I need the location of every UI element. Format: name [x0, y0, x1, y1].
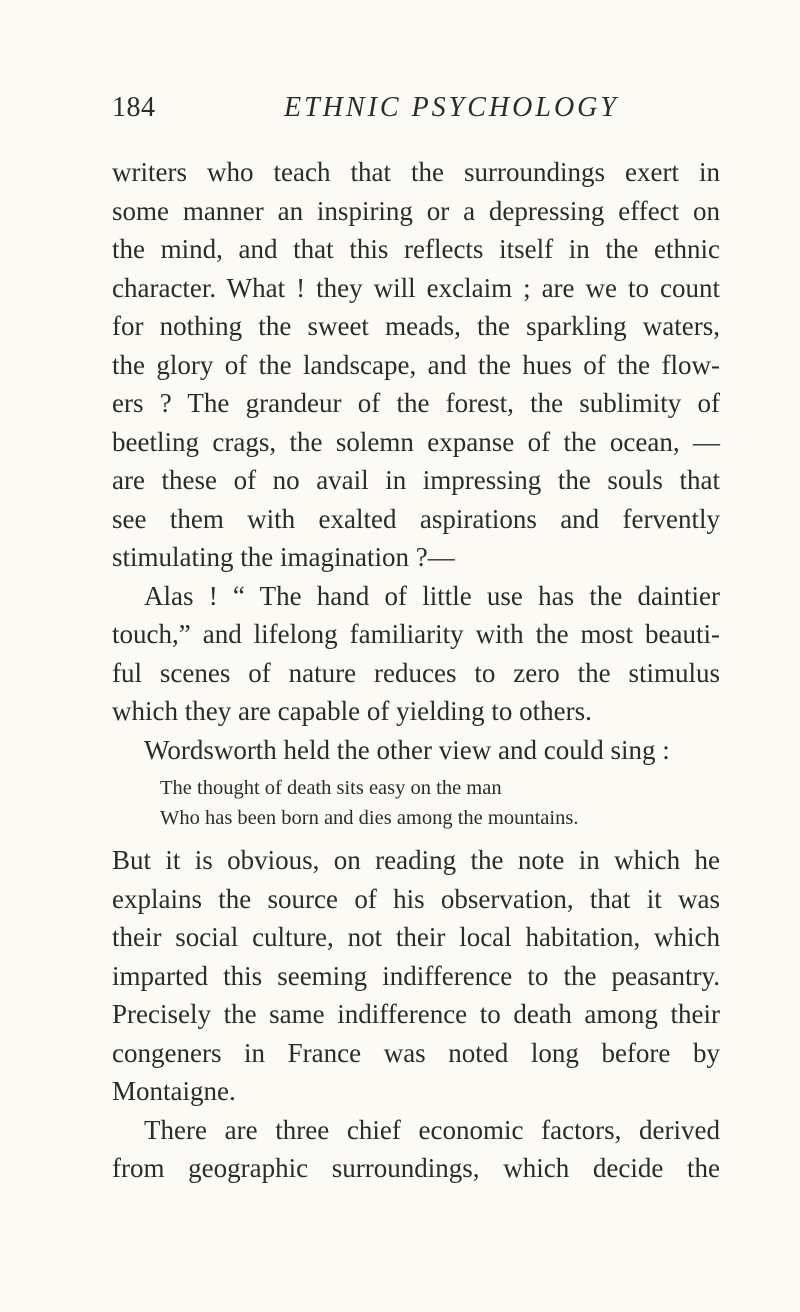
text-line: stimulating the imagination ?— [112, 542, 455, 572]
text-line: Precisely the same indifference to death among their [112, 999, 720, 1029]
text-line: character. What ! they will exclaim ; are we to count [112, 272, 720, 303]
running-head: ETHNIC PSYCHOLOGY [284, 92, 619, 123]
text-line: ers ? The grandeur of the forest, the sublimity of [112, 388, 720, 418]
verse-line: Who has been born and dies among the mountains. [160, 807, 579, 829]
text-line: are these of no avail in impressing the souls that [112, 465, 720, 495]
text-line: imparted this seeming indifference to the peasantry. [112, 960, 720, 991]
text-line: which they are capable of yielding to others. [112, 696, 592, 726]
text-line: explains the source of his observation, that it was [112, 883, 720, 914]
text-line: congeners in France was noted long before by [112, 1037, 720, 1068]
text-line: There are three chief economic factors, derived [144, 1114, 720, 1145]
text-line: some manner an inspiring or a depressing effect on [112, 195, 720, 226]
text-line: But it is obvious, on reading the note in which he [112, 845, 720, 875]
text-line: beetling crags, the solemn expanse of the ocean, — [112, 426, 720, 457]
text-line: ful scenes of nature reduces to zero the stimulus [112, 657, 720, 688]
text-line: writers who teach that the surroundings exert in [112, 157, 720, 187]
text-line: their social culture, not their local habitation, which [112, 922, 720, 952]
text-line: see them with exalted aspirations and fervently [112, 503, 720, 534]
text-line: for nothing the sweet meads, the sparkling waters, [112, 311, 720, 341]
text-line: Montaigne. [112, 1076, 236, 1106]
text-line: from geographic surroundings, which decide the [112, 1153, 720, 1183]
page-number: 184 [112, 92, 156, 123]
verse-line: The thought of death sits easy on the man [160, 777, 502, 799]
paragraph-3 [112, 731, 720, 770]
paragraph-2 [112, 577, 720, 731]
text-line: the glory of the landscape, and the hues of the flow- [112, 349, 720, 380]
body-text [112, 153, 720, 1188]
text-line: the mind, and that this reflects itself in the ethnic [112, 234, 720, 264]
paragraph-4 [112, 841, 720, 1111]
paragraph-5 [112, 1111, 720, 1188]
text-line: Alas ! “ The hand of little use has the daintier [144, 580, 720, 611]
text-line: Wordsworth held the other view and could sing : [144, 734, 670, 765]
text-line: touch,” and lifelong familiarity with the most beauti- [112, 619, 720, 649]
page-header [112, 92, 720, 132]
verse-quotation [112, 773, 720, 833]
paragraph-1 [112, 153, 720, 577]
